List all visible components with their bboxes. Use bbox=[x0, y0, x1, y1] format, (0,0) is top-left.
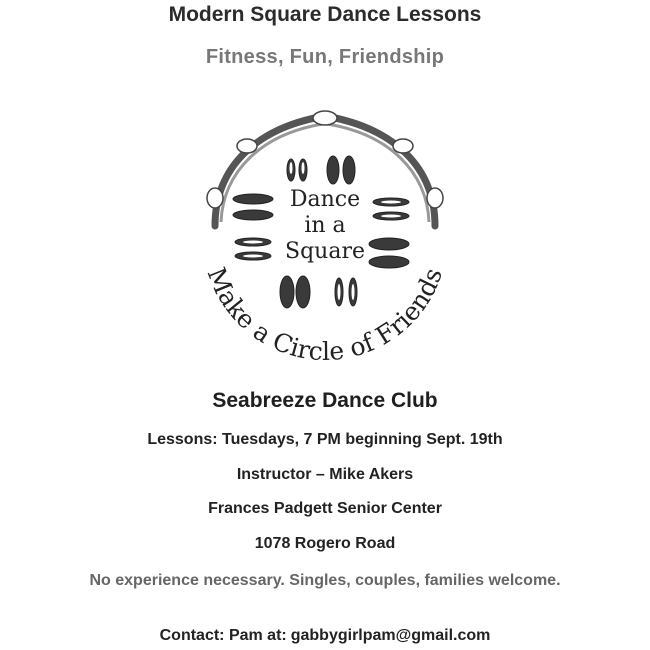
flyer-subtitle: Fitness, Fun, Friendship bbox=[205, 46, 445, 68]
logo-center-line-1: Dance bbox=[289, 187, 361, 212]
logo-ring-text: Make a Circle of Friends bbox=[201, 263, 449, 367]
dance-logo bbox=[185, 98, 465, 370]
lesson-schedule: Lessons: Tuesdays, 7 PM beginning Sept. 19th bbox=[147, 431, 503, 448]
experience-note: No experience necessary. Singles, couples, families welcome. bbox=[89, 572, 561, 589]
contact-label: Contact: Pam at: bbox=[159, 627, 287, 644]
club-name: Seabreeze Dance Club bbox=[212, 389, 438, 412]
contact-line bbox=[0, 627, 650, 645]
flyer-title: Modern Square Dance Lessons bbox=[168, 3, 482, 26]
instructor-name: Instructor – Mike Akers bbox=[236, 466, 414, 483]
contact-email[interactable]: gabbygirlpam@gmail.com bbox=[290, 627, 491, 644]
venue-name: Frances Padgett Senior Center bbox=[208, 500, 442, 517]
logo-center-line-2: in a bbox=[304, 213, 346, 238]
venue-address: 1078 Rogero Road bbox=[254, 535, 396, 552]
logo-center-line-3: Square bbox=[285, 239, 365, 264]
